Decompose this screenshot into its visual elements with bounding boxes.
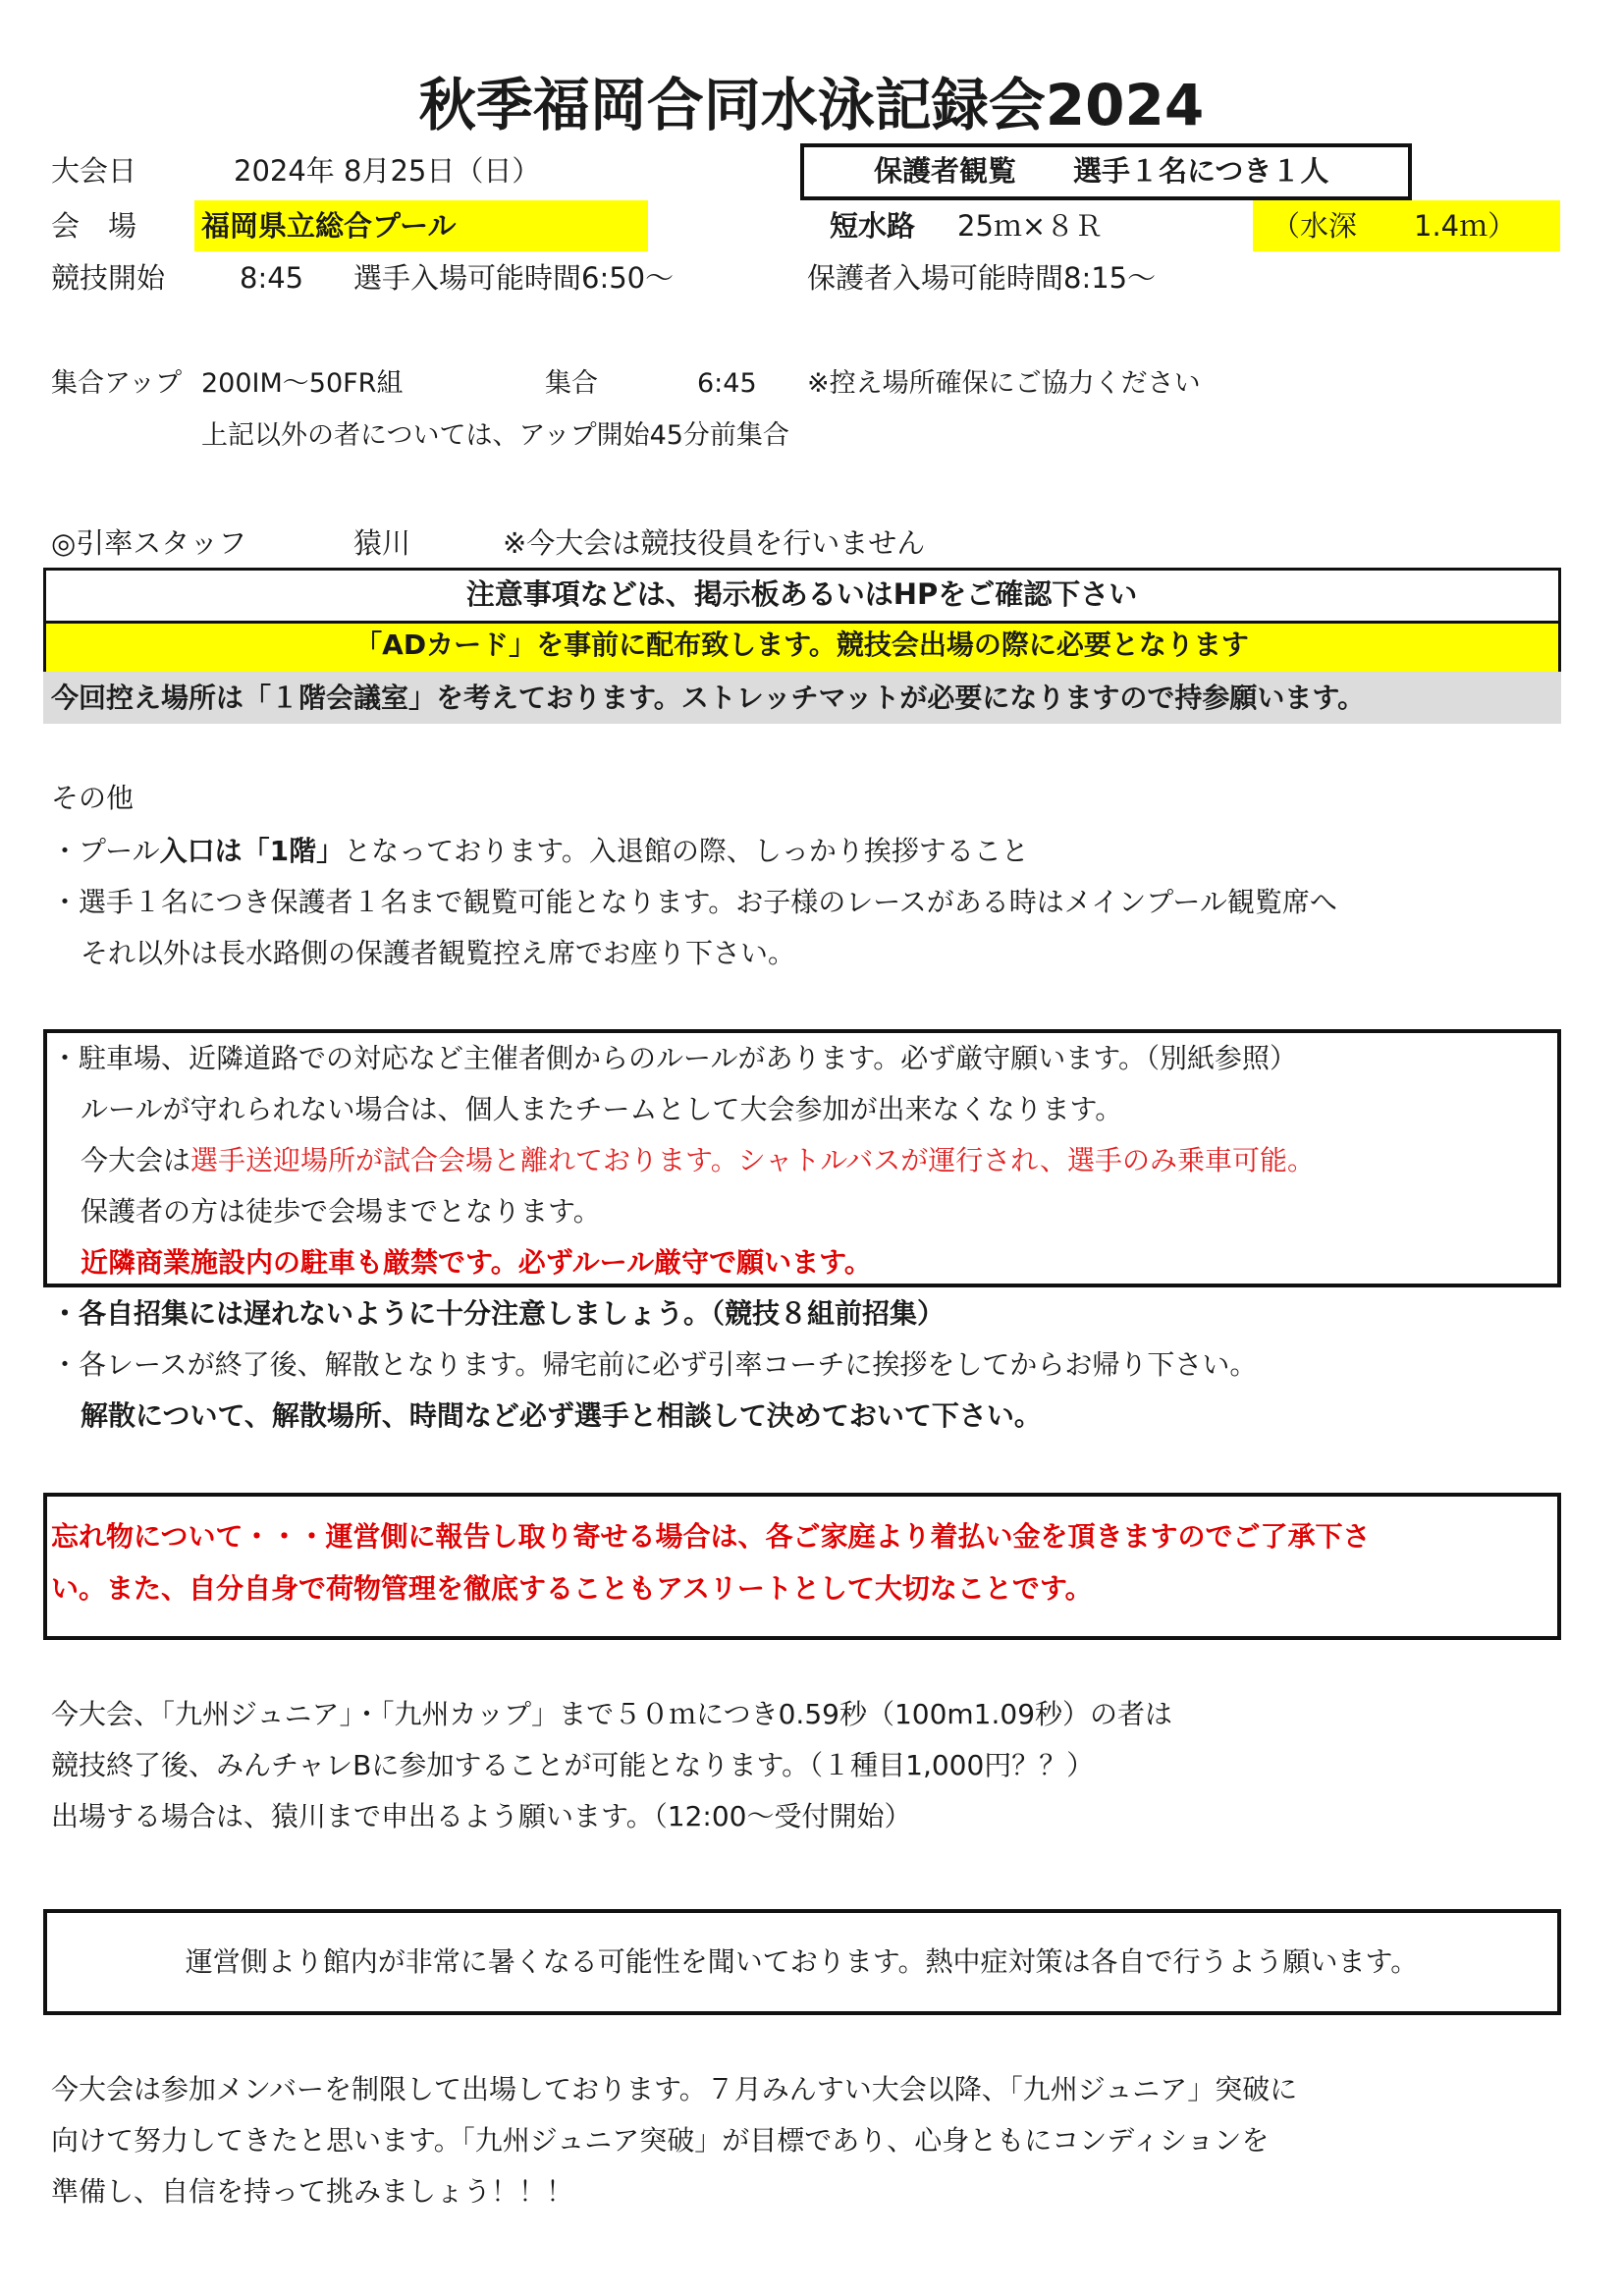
pool-label: 短水路: [830, 209, 916, 243]
start-label: 競技開始: [51, 261, 166, 295]
call-line-2: ・各レースが終了後、解散となります。帰宅前に必ず引率コーチに挨拶をしてからお帰り下さい。: [51, 1348, 1258, 1381]
notice-adcard: 「ADカード」を事前に配布致します。競技会出場の際に必要となります: [354, 629, 1249, 661]
assembly-label: 集合アップ: [51, 368, 183, 399]
closing-line-1: 今大会は参加メンバーを制限して出場しております。７月みんすい大会以降、「九州ジュニア」突破に: [51, 2073, 1298, 2105]
start-time: 8:45: [240, 261, 304, 295]
mincha-line-3: 出場する場合は、猿川まで申出るよう願います。（12:00〜受付開始）: [51, 1800, 912, 1832]
parking-line-5: 近隣商業施設内の駐車も厳禁です。必ずルール厳守で願います。: [81, 1246, 872, 1279]
others-line-1: [51, 834, 1029, 869]
parking-line-3: [81, 1143, 1315, 1178]
shuttle-notice: 選手送迎場所が試合会場と離れております。シャトルバスが運行され、選手のみ乗車可能。: [190, 1144, 1315, 1176]
entrance-floor: 入口は「1階」: [159, 835, 345, 867]
parking-line-2: ルールが守れられない場合は、個人またチームとして大会参加が出来なくなります。: [81, 1093, 1123, 1125]
parking-line-3a: 今大会は: [81, 1144, 191, 1176]
mincha-line-2: 競技終了後、みんチャレBに参加することが可能となります。（１種目1,000円？？）: [51, 1749, 1095, 1781]
guardian-box-text: 保護者観覧 選手１名につき１人: [874, 154, 1329, 188]
staff-name: 猿川: [353, 526, 411, 560]
parking-line-4: 保護者の方は徒歩で会場までとなります。: [81, 1195, 601, 1228]
notice-waiting: 今回控え場所は「１階会議室」を考えております。ストレッチマットが必要になりますので持参願います。: [51, 682, 1366, 714]
call-line-1: ・各自招集には遅れないように十分注意しましょう。（競技８組前招集）: [51, 1297, 946, 1330]
mincha-line-1: 今大会、「九州ジュニア」・「九州カップ」まで５０ｍにつき0.59秒（100m1.09秒）の者は: [51, 1698, 1173, 1730]
others-heading: その他: [51, 782, 135, 814]
venue-label: 会 場: [51, 209, 137, 243]
page-title: 秋季福岡合同水泳記録会2024: [418, 72, 1205, 138]
heat-notice: 運営側より館内が非常に暑くなる可能性を聞いております。熱中症対策は各自で行うよう願います。: [185, 1945, 1419, 1978]
assemble-label: 集合: [545, 368, 598, 399]
others-line-3: それ以外は長水路側の保護者観覧控え席でお座り下さい。: [81, 937, 796, 969]
date-value: 2024年 8月25日（日）: [234, 154, 541, 188]
call-line-3: 解散について、解散場所、時間など必ず選手と相談して決めておいて下さい。: [81, 1399, 1042, 1432]
lost-items-box: [43, 1493, 1561, 1640]
assemble-time: 6:45: [697, 368, 757, 399]
others-line-1a: ・プール: [51, 835, 160, 867]
lost-line-2: い。また、自分自身で荷物管理を徹底することもアスリートとして大切なことです。: [51, 1572, 1093, 1605]
assembly-others: 上記以外の者については、アップ開始45分前集合: [201, 420, 789, 451]
staff-label: ◎引率スタッフ: [51, 526, 247, 560]
athlete-entry-time: 選手入場可能時間6:50〜: [353, 261, 675, 295]
lost-line-1: 忘れ物について・・・運営側に報告し取り寄せる場合は、各ご家庭より着払い金を頂きますのでご了承下さ: [51, 1520, 1371, 1553]
pool-value: 25ｍ×８Ｒ: [957, 209, 1104, 243]
assembly-group: 200IM〜50FR組: [201, 368, 404, 399]
closing-line-3: 準備し、自信を持って挑みましょう！！！: [51, 2175, 574, 2208]
notice-board: 注意事項などは、掲示板あるいはHPをご確認下さい: [465, 577, 1138, 611]
pool-depth: （水深 1.4ｍ）: [1271, 209, 1517, 243]
others-line-1c: となっております。入退館の際、しっかり挨拶すること: [344, 835, 1029, 867]
closing-line-2: 向けて努力してきたと思います。「九州ジュニア突破」が目標であり、心身ともにコンディションを: [51, 2124, 1270, 2157]
parking-line-1: ・駐車場、近隣道路での対応など主催者側からのルールがあります。必ず厳守願います。（別紙参照）: [51, 1042, 1297, 1074]
others-line-2: ・選手１名につき保護者１名まで観覧可能となります。お子様のレースがある時はメインプール観覧席へ: [51, 886, 1337, 918]
staff-note: ※今大会は競技役員を行いません: [503, 526, 926, 560]
guardian-entry-time: 保護者入場可能時間8:15〜: [807, 261, 1157, 295]
date-label: 大会日: [51, 154, 137, 188]
assembly-note: ※控え場所確保にご協力ください: [807, 368, 1201, 399]
venue-value: 福岡県立総合プール: [201, 209, 457, 243]
